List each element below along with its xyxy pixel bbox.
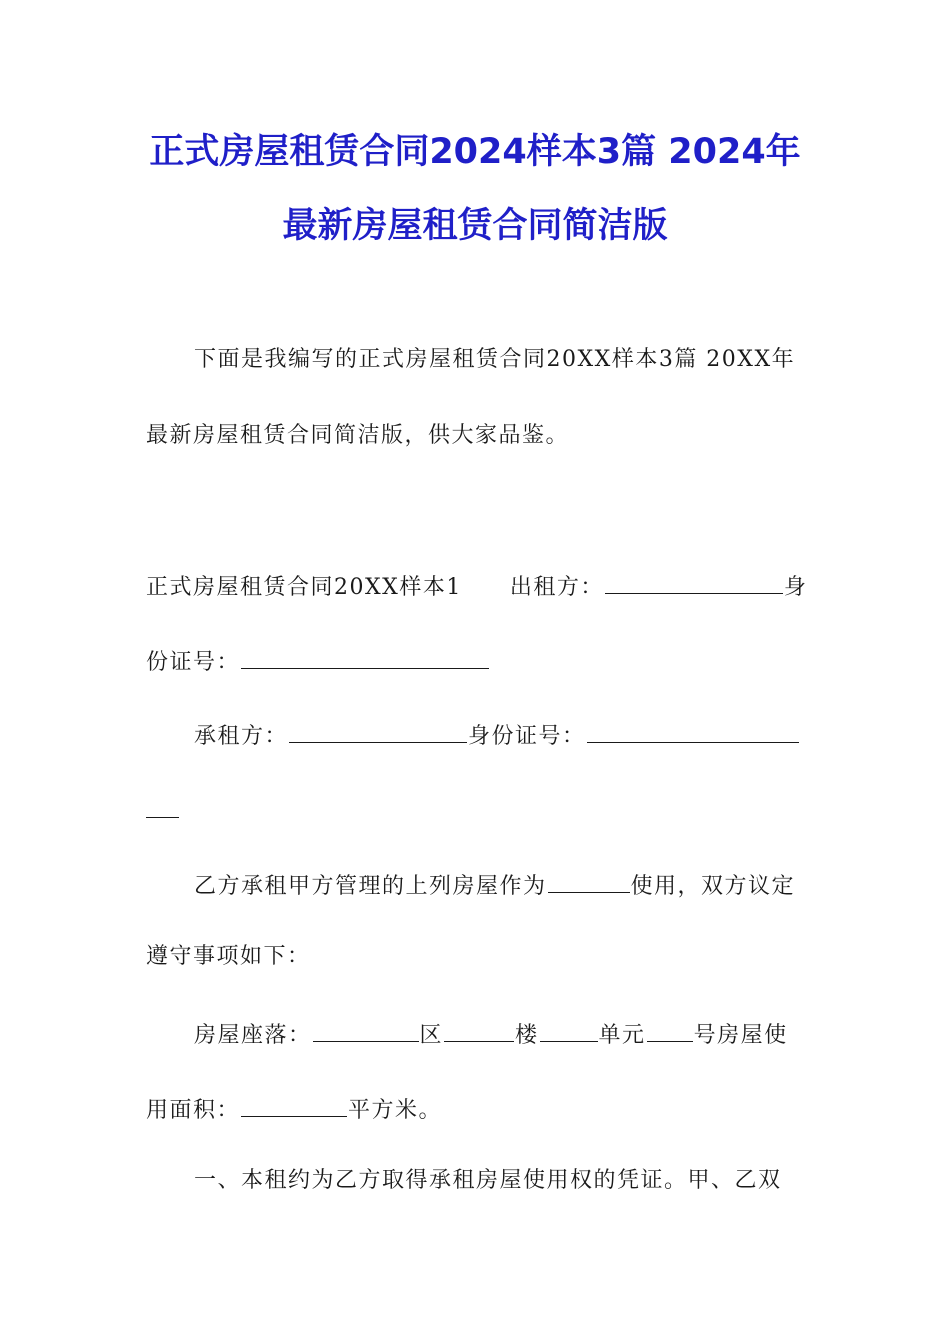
- lessor-line: [146, 573, 806, 599]
- lessee-id-label: 身份证号：: [468, 724, 586, 749]
- lessee-name-blank[interactable]: [289, 722, 467, 743]
- lessor-id-line: [146, 648, 806, 674]
- lessee-label: 承租方：: [194, 724, 289, 749]
- building-blank[interactable]: [444, 1021, 514, 1042]
- sample-heading: 正式房屋租赁合同20XX样本1: [146, 575, 462, 600]
- district-blank[interactable]: [313, 1021, 419, 1042]
- document-title-line-2: 最新房屋租赁合同简洁版: [282, 206, 668, 246]
- lessee-id-blank-continued[interactable]: [146, 797, 179, 818]
- intro-paragraph-line-2: 最新房屋租赁合同简洁版，供大家品鉴。: [146, 423, 570, 448]
- room-blank[interactable]: [647, 1021, 693, 1042]
- area-label: 用面积：: [146, 1098, 241, 1123]
- usage-line-2: 遵守事项如下：: [146, 944, 311, 969]
- location-label: 房屋座落：: [194, 1023, 312, 1048]
- lessor-id-label-start: 身: [783, 575, 808, 600]
- unit-label: 单元: [598, 1023, 646, 1048]
- lessor-id-blank[interactable]: [241, 648, 489, 669]
- lessee-id-blank[interactable]: [587, 722, 799, 743]
- location-line: [194, 1021, 806, 1047]
- lessor-label: 出租方：: [509, 575, 604, 600]
- usage-text-1: 乙方承租甲方管理的上列房屋作为: [194, 874, 547, 899]
- usage-blank[interactable]: [548, 872, 630, 893]
- area-unit: 平方米。: [348, 1098, 443, 1123]
- lessee-id-continuation: [146, 797, 806, 823]
- lessor-name-blank[interactable]: [605, 573, 783, 594]
- unit-blank[interactable]: [540, 1021, 598, 1042]
- room-use-label: 号房屋使: [693, 1023, 788, 1048]
- usage-text-2: 使用，双方议定: [630, 874, 796, 899]
- lessor-id-label: 份证号：: [146, 650, 241, 675]
- intro-paragraph-line-1: 下面是我编写的正式房屋租赁合同20XX样本3篇 20XX年: [194, 347, 796, 372]
- building-label: 楼: [515, 1023, 539, 1048]
- district-label: 区: [419, 1023, 444, 1048]
- clause-1-line: 一、本租约为乙方取得承租房屋使用权的凭证。甲、乙双: [194, 1168, 782, 1193]
- area-line: [146, 1096, 806, 1122]
- area-blank[interactable]: [241, 1096, 347, 1117]
- document-title-line-1: 正式房屋租赁合同2024样本3篇 2024年: [149, 132, 801, 172]
- usage-line: [194, 872, 806, 898]
- lessee-line: [194, 722, 806, 748]
